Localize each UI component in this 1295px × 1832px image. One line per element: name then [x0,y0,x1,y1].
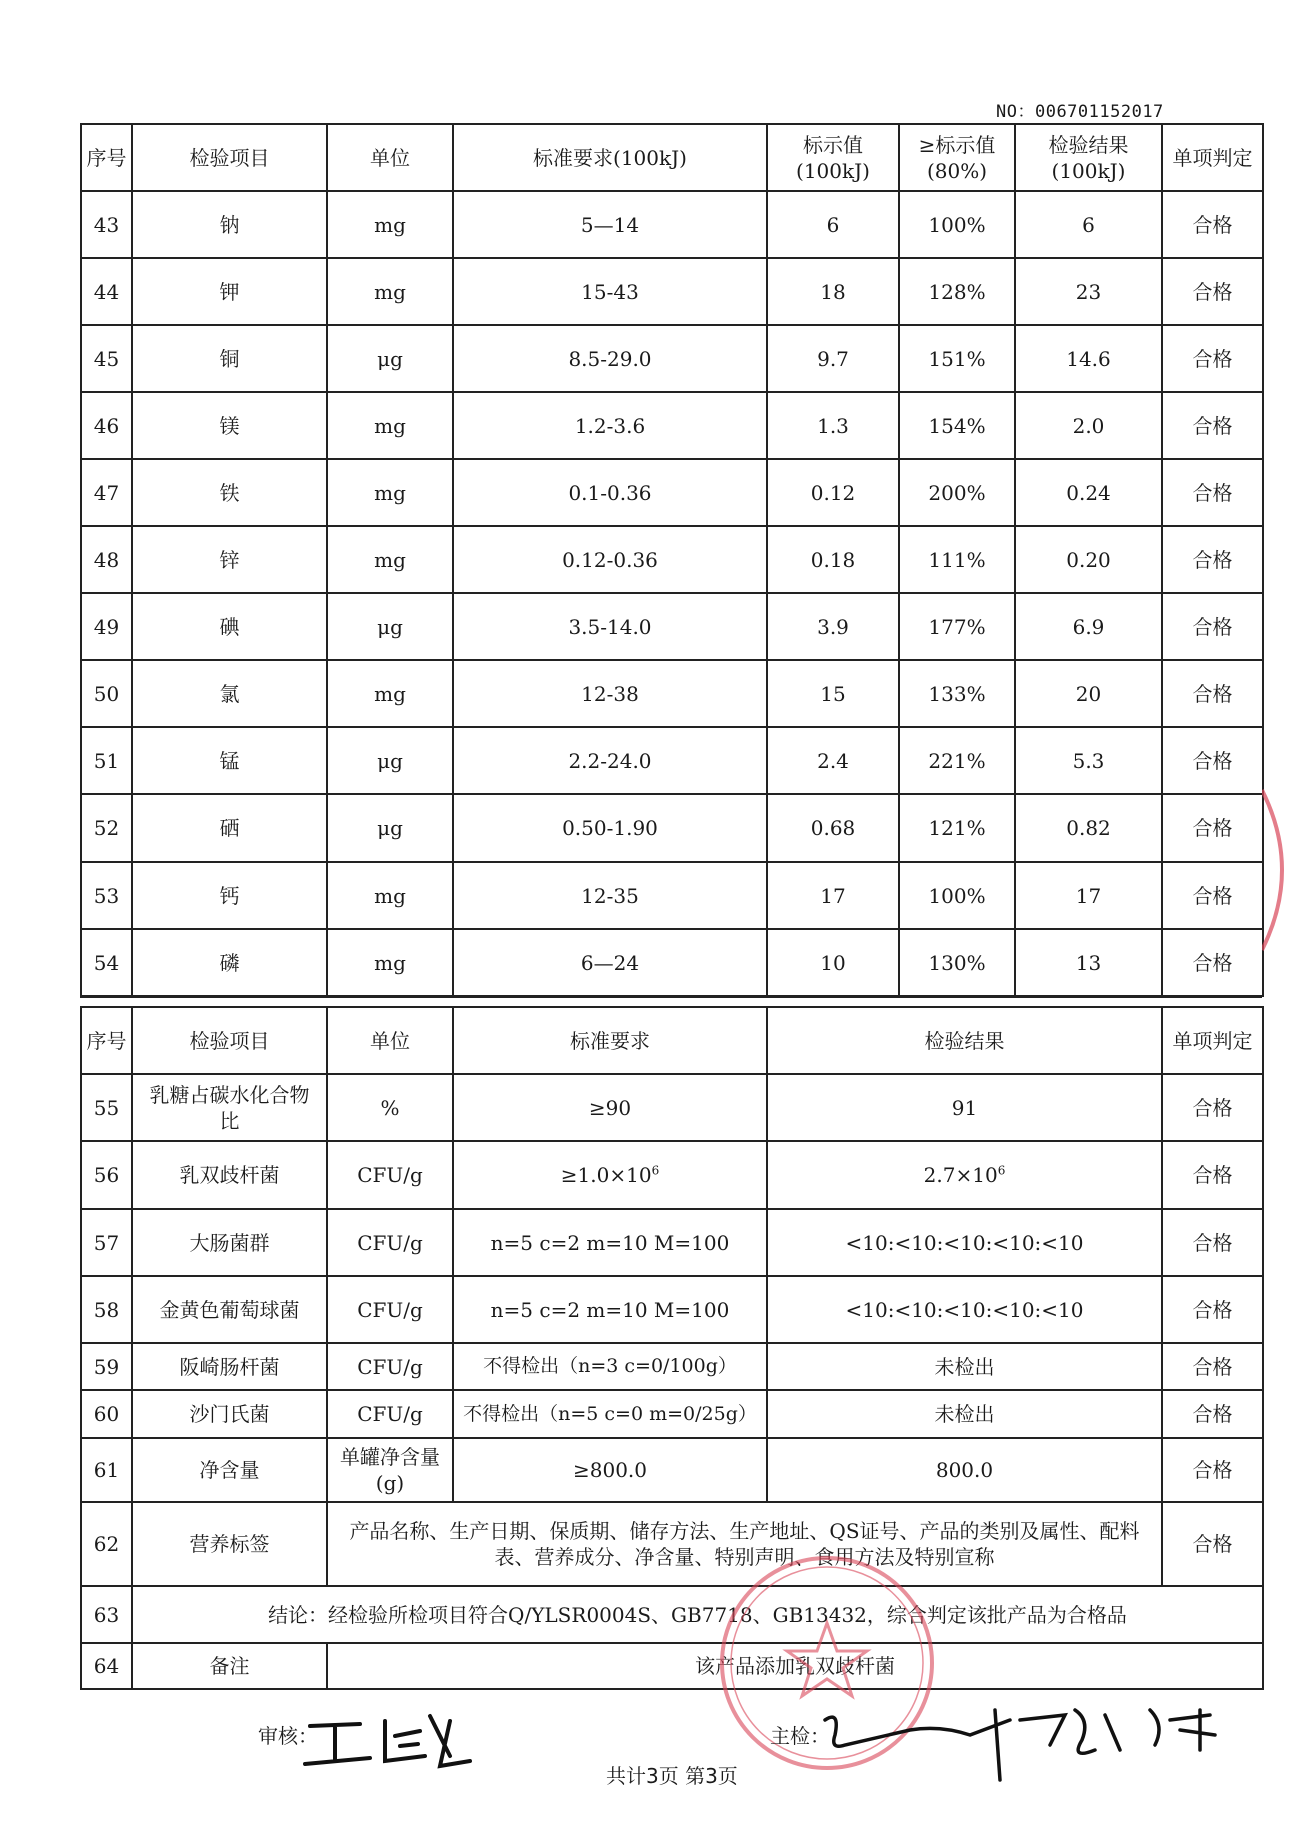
row-unit: mg [327,258,453,325]
row-standard: 0.1-0.36 [453,459,767,526]
row-seq: 60 [81,1390,132,1438]
table-row [81,727,1263,794]
row-result: 17 [1015,862,1162,929]
header-unit: 单位 [327,1007,453,1074]
row-result: 未检出 [767,1390,1162,1438]
std-base: ≥1.0×10 [560,1163,652,1187]
row-item: 乳糖占碳水化合物比 [132,1074,327,1141]
row-judgement: 合格 [1162,526,1263,593]
row-result: 0.24 [1015,459,1162,526]
row-result: 5.3 [1015,727,1162,794]
row-judgement: 合格 [1162,929,1263,996]
row-standard: n=5 c=2 m=10 M=100 [453,1276,767,1343]
table-row [81,258,1263,325]
row-standard: 12-38 [453,660,767,727]
row-seq: 63 [81,1586,132,1643]
row-label-content: 产品名称、生产日期、保质期、储存方法、生产地址、QS证号、产品的类别及属性、配料表、营养成分、净含量、特别声明、食用方法及特别宣称 [327,1502,1162,1586]
row-item: 钙 [132,862,327,929]
remark-label: 备注 [132,1643,327,1689]
header-judgement: 单项判定 [1162,1007,1263,1074]
row-result: 6.9 [1015,593,1162,660]
row-seq: 50 [81,660,132,727]
nutrient-table-header [81,124,1263,191]
table-row [81,459,1263,526]
row-judgement: 合格 [1162,593,1263,660]
row-label-value: 1.3 [767,392,899,459]
row-seq: 43 [81,191,132,258]
row-item: 沙门氏菌 [132,1390,327,1438]
row-unit: mg [327,660,453,727]
row-standard: ≥90 [453,1074,767,1141]
row-label-percent: 111% [899,526,1015,593]
conclusion-text: 结论：经检验所检项目符合Q/YLSR0004S、GB7718、GB13432，综合判定该批产品为合格品 [132,1586,1263,1643]
row-unit: 单罐净含量(g) [327,1438,453,1502]
row-unit: mg [327,191,453,258]
std-exponent: 6 [651,1163,660,1178]
row-judgement: 合格 [1162,325,1263,392]
row-label-percent: 154% [899,392,1015,459]
row-judgement: 合格 [1162,794,1263,862]
row-item: 镁 [132,392,327,459]
header-seq: 序号 [81,1007,132,1074]
table-row [81,929,1263,996]
row-unit: μg [327,325,453,392]
row-label-value: 3.9 [767,593,899,660]
table-row [81,1209,1263,1276]
row-unit: mg [327,929,453,996]
row-seq: 53 [81,862,132,929]
row-standard: ≥800.0 [453,1438,767,1502]
row-label-value: 6 [767,191,899,258]
inspector-label: 主检： [770,1724,830,1748]
row-result: <10:<10:<10:<10:<10 [767,1209,1162,1276]
row-label-percent: 128% [899,258,1015,325]
row-result: 13 [1015,929,1162,996]
row-seq: 55 [81,1074,132,1141]
row-item: 铜 [132,325,327,392]
row-judgement: 合格 [1162,1141,1263,1209]
row-unit: CFU/g [327,1276,453,1343]
table-separator [80,996,1262,998]
row-unit: μg [327,794,453,862]
row-result: 2.0 [1015,392,1162,459]
row-result: 91 [767,1074,1162,1141]
row-seq: 57 [81,1209,132,1276]
row-seq: 61 [81,1438,132,1502]
table-row [81,794,1263,862]
row-unit: μg [327,727,453,794]
row-item: 钾 [132,258,327,325]
row-unit: CFU/g [327,1141,453,1209]
row-item: 阪崎肠杆菌 [132,1343,327,1390]
quality-table-header [81,1007,1263,1074]
row-judgement: 合格 [1162,392,1263,459]
row-seq: 54 [81,929,132,996]
row-label-value: 15 [767,660,899,727]
row-standard: 12-35 [453,862,767,929]
header-label-value: 标示值 (100kJ) [767,124,899,191]
inspector-signature-icon [820,1690,1240,1790]
header-result: 检验结果 [767,1007,1162,1074]
row-judgement: 合格 [1162,1074,1263,1141]
header-standard: 标准要求(100kJ) [453,124,767,191]
result-exponent: 6 [997,1163,1006,1178]
row-item: 氯 [132,660,327,727]
reviewer-signature-icon [300,1706,480,1776]
row-standard: 6—24 [453,929,767,996]
table-row [81,392,1263,459]
page-info: 共计3页 第3页 [606,1764,738,1788]
row-result [767,1141,1162,1209]
row-standard: 不得检出（n=5 c=0 m=0/25g） [453,1390,767,1438]
header-result: 检验结果 (100kJ) [1015,124,1162,191]
header-label-percent: ≥标示值 (80%) [899,124,1015,191]
row-label-percent: 100% [899,862,1015,929]
row-label-value: 10 [767,929,899,996]
row-seq: 51 [81,727,132,794]
row-judgement: 合格 [1162,660,1263,727]
table-row [81,862,1263,929]
table-row [81,1074,1263,1141]
row-result: <10:<10:<10:<10:<10 [767,1276,1162,1343]
conclusion-row [81,1586,1263,1643]
row-unit: mg [327,392,453,459]
row-item: 净含量 [132,1438,327,1502]
row-item: 营养标签 [132,1502,327,1586]
row-result: 800.0 [767,1438,1162,1502]
table-row [81,1502,1263,1586]
row-judgement: 合格 [1162,1276,1263,1343]
nutrient-table [80,123,1264,997]
header-seq: 序号 [81,124,132,191]
row-item: 铁 [132,459,327,526]
row-item: 乳双歧杆菌 [132,1141,327,1209]
row-judgement: 合格 [1162,1343,1263,1390]
row-unit: CFU/g [327,1209,453,1276]
remark-text: 该产品添加乳双歧杆菌 [327,1643,1263,1689]
row-standard: 0.50-1.90 [453,794,767,862]
table-row [81,191,1263,258]
table-row [81,660,1263,727]
partial-stamp-icon [1262,780,1295,960]
row-judgement: 合格 [1162,258,1263,325]
row-seq: 49 [81,593,132,660]
row-judgement: 合格 [1162,862,1263,929]
table-row [81,1276,1263,1343]
row-standard: 0.12-0.36 [453,526,767,593]
quality-table [80,1006,1264,1690]
header-item: 检验项目 [132,124,327,191]
row-item: 锌 [132,526,327,593]
row-label-value: 9.7 [767,325,899,392]
table-row [81,1343,1263,1390]
row-label-percent: 133% [899,660,1015,727]
row-label-value: 17 [767,862,899,929]
header-item: 检验项目 [132,1007,327,1074]
header-unit: 单位 [327,124,453,191]
row-unit: CFU/g [327,1390,453,1438]
row-judgement: 合格 [1162,1438,1263,1502]
row-standard: 不得检出（n=3 c=0/100g） [453,1343,767,1390]
row-judgement: 合格 [1162,727,1263,794]
row-result: 20 [1015,660,1162,727]
result-base: 2.7×10 [923,1163,998,1187]
row-seq: 58 [81,1276,132,1343]
row-seq: 44 [81,258,132,325]
row-seq: 52 [81,794,132,862]
table-row [81,526,1263,593]
row-unit: % [327,1074,453,1141]
row-label-percent: 151% [899,325,1015,392]
row-seq: 45 [81,325,132,392]
row-seq: 64 [81,1643,132,1689]
row-seq: 46 [81,392,132,459]
row-item: 磷 [132,929,327,996]
row-unit: mg [327,459,453,526]
row-item: 锰 [132,727,327,794]
row-label-value: 18 [767,258,899,325]
row-result: 6 [1015,191,1162,258]
table-row [81,1390,1263,1438]
row-result: 0.82 [1015,794,1162,862]
row-result: 14.6 [1015,325,1162,392]
row-label-percent: 130% [899,929,1015,996]
row-standard: 8.5-29.0 [453,325,767,392]
row-label-percent: 121% [899,794,1015,862]
header-judgement: 单项判定 [1162,124,1263,191]
row-result: 未检出 [767,1343,1162,1390]
report-number: NO：006701152017 [996,102,1164,122]
row-item: 金黄色葡萄球菌 [132,1276,327,1343]
row-seq: 56 [81,1141,132,1209]
row-judgement: 合格 [1162,1209,1263,1276]
row-label-value: 2.4 [767,727,899,794]
row-result: 0.20 [1015,526,1162,593]
row-label-percent: 200% [899,459,1015,526]
row-label-value: 0.12 [767,459,899,526]
row-label-value: 0.68 [767,794,899,862]
row-standard: 3.5-14.0 [453,593,767,660]
row-standard: 15-43 [453,258,767,325]
reviewer-label: 审核： [258,1724,318,1748]
row-seq: 62 [81,1502,132,1586]
row-seq: 59 [81,1343,132,1390]
row-judgement: 合格 [1162,1390,1263,1438]
row-unit: CFU/g [327,1343,453,1390]
row-item: 碘 [132,593,327,660]
row-label-percent: 177% [899,593,1015,660]
row-label-value: 0.18 [767,526,899,593]
table-row [81,593,1263,660]
row-item: 大肠菌群 [132,1209,327,1276]
row-unit: μg [327,593,453,660]
row-unit: mg [327,526,453,593]
table-row [81,1141,1263,1209]
row-item: 硒 [132,794,327,862]
row-result: 23 [1015,258,1162,325]
row-item: 钠 [132,191,327,258]
table-row [81,325,1263,392]
row-standard: 5—14 [453,191,767,258]
row-judgement: 合格 [1162,459,1263,526]
table-row [81,1438,1263,1502]
row-judgement: 合格 [1162,191,1263,258]
row-label-percent: 221% [899,727,1015,794]
row-judgement: 合格 [1162,1502,1263,1586]
row-seq: 48 [81,526,132,593]
row-standard: n=5 c=2 m=10 M=100 [453,1209,767,1276]
row-standard: 1.2-3.6 [453,392,767,459]
row-standard: 2.2-24.0 [453,727,767,794]
row-seq: 47 [81,459,132,526]
row-label-percent: 100% [899,191,1015,258]
row-unit: mg [327,862,453,929]
remark-row [81,1643,1263,1689]
header-standard: 标准要求 [453,1007,767,1074]
row-standard [453,1141,767,1209]
